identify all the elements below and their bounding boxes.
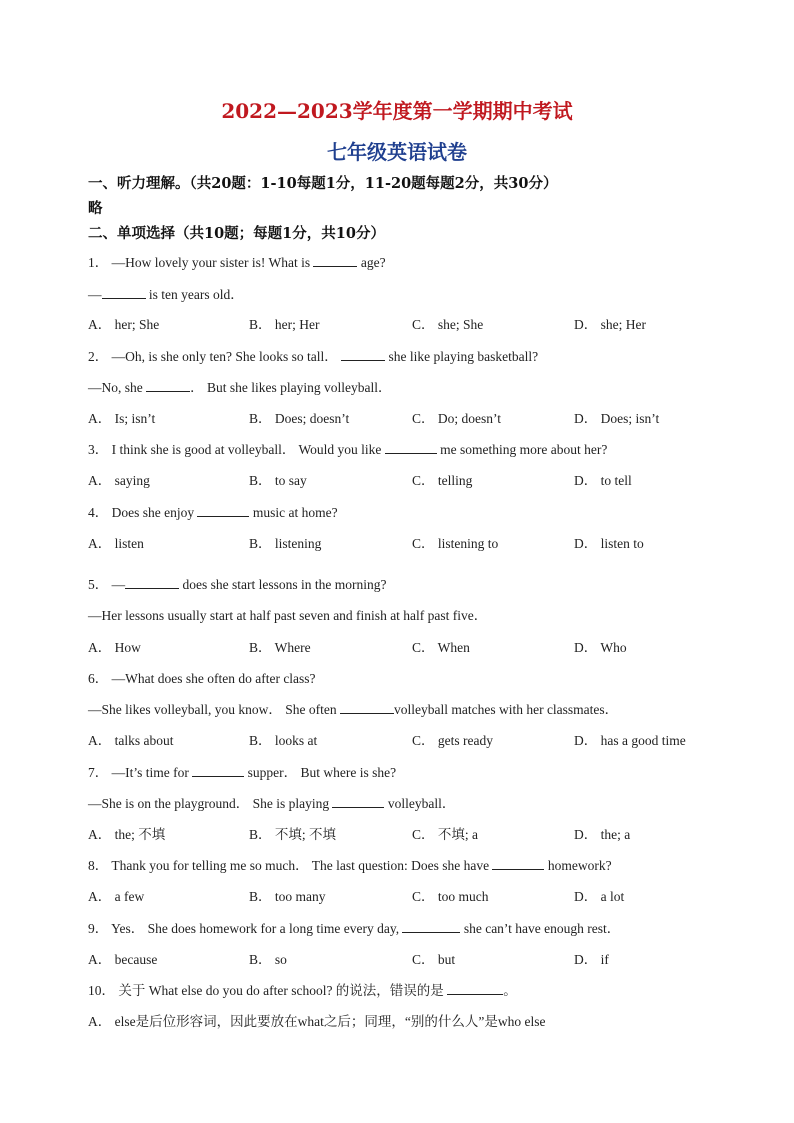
question-2-option-a: A． Is; isn’t (88, 411, 156, 426)
answer-blank (492, 856, 544, 870)
question-8-option-b: B． too many (249, 889, 326, 904)
answer-blank (385, 440, 437, 454)
exam-title: 2022—2023学年度第一学期期中考试 (221, 99, 573, 123)
question-1-option-b: B． her; Her (249, 317, 320, 332)
question-3-option-b: B． to say (249, 473, 307, 488)
answer-blank (340, 700, 394, 714)
answer-blank (447, 981, 503, 995)
question-7-line2: —She is on the playground． She is playing volleyball． (88, 796, 456, 811)
question-9-prompt: 9． Yes． She does homework for a long time every day, she can’t have enough rest． (88, 921, 621, 936)
question-1-line2: — is ten years old． (88, 287, 244, 302)
question-6-option-a: A． talks about (88, 733, 174, 748)
question-1-option-c: C． she; She (412, 317, 484, 332)
answer-blank (146, 378, 190, 392)
answer-blank (102, 285, 146, 299)
question-7-option-b: B． 不填; 不填 (249, 827, 337, 842)
question-5-option-a: A． How (88, 640, 141, 655)
section1-note: 略 (88, 200, 103, 217)
question-5-option-c: C． When (412, 640, 470, 655)
question-3-option-c: C． telling (412, 473, 473, 488)
question-2-line2: —No, she ． But she likes playing volleyball． (88, 380, 392, 395)
question-1-option-d: D． she; Her (574, 317, 646, 332)
question-8-prompt: 8． Thank you for telling me so much． The last question: Does she have homework? (88, 858, 612, 873)
answer-blank (402, 919, 460, 933)
question-3-option-a: A． saying (88, 473, 150, 488)
question-4-prompt: 4． Does she enjoy music at home? (88, 505, 338, 520)
question-4-option-a: A． listen (88, 536, 144, 551)
question-8-option-d: D． a lot (574, 889, 625, 904)
question-5-prompt: 5． — does she start lessons in the morning? (88, 577, 387, 592)
question-2-prompt: 2． —Oh, is she only ten? She looks so tall． she like playing basketball? (88, 349, 539, 364)
answer-blank (125, 575, 179, 589)
question-5-line2: —Her lessons usually start at half past seven and finish at half past five． (88, 608, 488, 623)
question-9-option-b: B． so (249, 952, 287, 967)
question-5-option-d: D． Who (574, 640, 627, 655)
section1-heading: 一、听力理解。（共20题：1-10每题1分，11-20题每题2分，共30分） (88, 175, 558, 192)
question-2-option-b: B． Does; doesn’t (249, 411, 350, 426)
question-7-prompt: 7． —It’s time for supper． But where is she? (88, 765, 397, 780)
question-4-option-d: D． listen to (574, 536, 644, 551)
question-2-option-c: C． Do; doesn’t (412, 411, 502, 426)
question-10-option-a: A． else是后位形容词，因此要放在what之后；同理，“别的什么人”是who else (88, 1014, 546, 1029)
question-2-option-d: D． Does; isn’t (574, 411, 660, 426)
answer-blank (192, 763, 244, 777)
answer-blank (197, 503, 249, 517)
question-4-option-b: B． listening (249, 536, 322, 551)
question-6-option-c: C． gets ready (412, 733, 493, 748)
question-8-option-a: A． a few (88, 889, 145, 904)
answer-blank (341, 347, 385, 361)
question-9-option-a: A． because (88, 952, 158, 967)
exam-subtitle: 七年级英语试卷 (327, 140, 467, 164)
question-7-option-a: A． the; 不填 (88, 827, 166, 842)
question-5-option-b: B． Where (249, 640, 311, 655)
question-6-prompt: 6． —What does she often do after class? (88, 671, 316, 686)
question-10-prompt: 10． 关于 What else do you do after school? 的说法，错误的是 。 (88, 983, 517, 998)
question-1-option-a: A． her; She (88, 317, 160, 332)
question-1-prompt: 1． —How lovely your sister is! What is age? (88, 255, 386, 270)
question-7-option-d: D． the; a (574, 827, 631, 842)
question-6-option-d: D． has a good time (574, 733, 686, 748)
question-6-line2: —She likes volleyball, you know． She often volleyball matches with her classmates． (88, 702, 619, 717)
question-6-option-b: B． looks at (249, 733, 318, 748)
answer-blank (332, 794, 384, 808)
question-9-option-d: D． if (574, 952, 609, 967)
question-8-option-c: C． too much (412, 889, 489, 904)
question-9-option-c: C． but (412, 952, 456, 967)
answer-blank (313, 253, 357, 267)
question-7-option-c: C． 不填; a (412, 827, 478, 842)
question-3-prompt: 3． I think she is good at volleyball． Would you like me something more about her? (88, 442, 608, 457)
question-4-option-c: C． listening to (412, 536, 499, 551)
question-3-option-d: D． to tell (574, 473, 632, 488)
section2-heading: 二、单项选择（共10题；每题1分，共10分） (88, 225, 385, 242)
